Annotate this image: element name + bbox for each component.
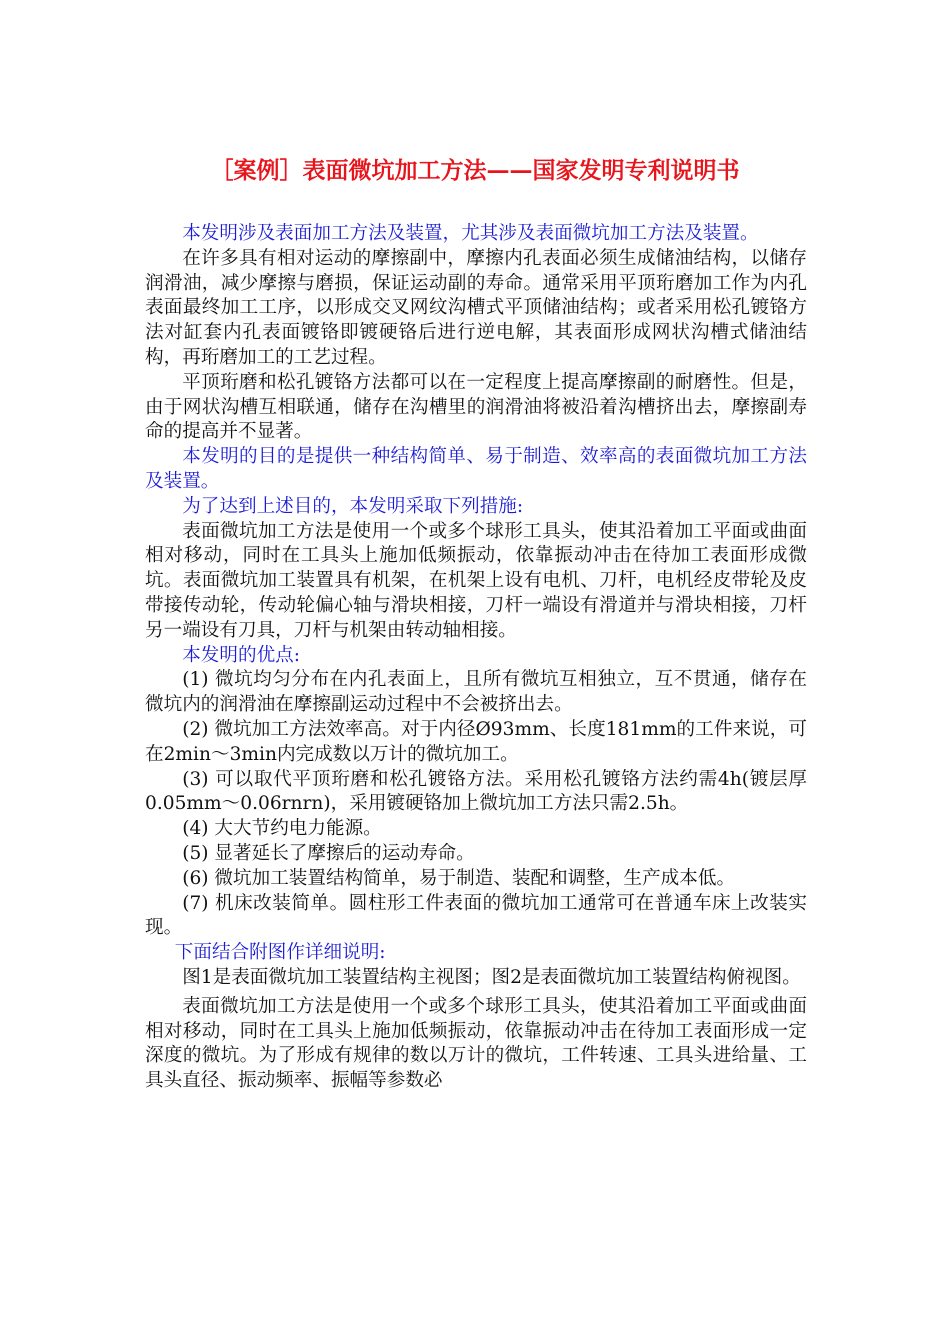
advantage-item-4: (4) 大大节约电力能源。 (182, 818, 382, 840)
advantage-item-3: (3) 可以取代平顶珩磨和松孔镀铬方法。采用松孔镀铬方法约需4h(镀层厚0.05mm～0.06rnrn)，采用镀硬铬加上微坑加工方法只需2.5h。 (145, 768, 807, 815)
document-body (145, 222, 807, 1094)
paragraph-method-detail: 表面微坑加工方法是使用一个或多个球形工具头，使其沿着加工平面或曲面相对移动，同时在工具头上施加低频振动，依靠振动冲击在待加工表面形成一定深度的微坑。为了形成有规律的数以万计的微坑，工件转速、工具头进给量、工具头直径、振动频率、振幅等参数必 (145, 995, 807, 1092)
paragraph-problem: 平顶珩磨和松孔镀铬方法都可以在一定程度上提高摩擦副的耐磨性。但是，由于网状沟槽互相联通，储存在沟槽里的润滑油将被沿着沟槽挤出去，摩擦副寿命的提高并不显著。 (145, 371, 807, 443)
advantage-item-5: (5) 显著延长了摩擦后的运动寿命。 (182, 842, 475, 864)
paragraph-intro: 本发明涉及表面加工方法及装置，尤其涉及表面微坑加工方法及装置。 (182, 223, 759, 244)
advantage-item-2: (2) 微坑加工方法效率高。对于内径Ø93mm、长度181mm的工件来说，可在2min～3min内完成数以万计的微坑加工。 (145, 718, 807, 765)
advantage-item-1: (1) 微坑均匀分布在内孔表面上，且所有微坑互相独立，互不贯通，储存在微坑内的润滑油在摩擦副运动过程中不会被挤出去。 (145, 669, 807, 716)
advantage-item-6: (6) 微坑加工装置结构简单，易于制造、装配和调整，生产成本低。 (182, 867, 736, 889)
paragraph-figures: 图1是表面微坑加工装置结构主视图；图2是表面微坑加工装置结构俯视图。 (182, 966, 801, 988)
paragraph-purpose: 本发明的目的是提供一种结构简单、易于制造、效率高的表面微坑加工方法及装置。 (145, 446, 807, 492)
document-title: ［案例］表面微坑加工方法——国家发明专利说明书 (210, 157, 740, 184)
advantage-item-7: (7) 机床改装简单。圆柱形工件表面的微坑加工通常可在普通车床上改装实现。 (145, 892, 807, 939)
paragraph-background: 在许多具有相对运动的摩擦副中，摩擦内孔表面必须生成储油结构，以储存润滑油，减少摩擦与磨损，保证运动副的寿命。通常采用平顶珩磨加工作为内孔表面最终加工工序，以形成交叉网纹沟槽式平顶储油结构；或者采用松孔镀铬方法对缸套内孔表面镀铬即镀硬铬后进行逆电解，其表面形成网状沟槽式储油结构，再珩磨加工的工艺过程。 (145, 247, 807, 368)
paragraph-method: 表面微坑加工方法是使用一个或多个球形工具头，使其沿着加工平面或曲面相对移动，同时在工具头上施加低频振动，依靠振动冲击在待加工表面形成微坑。表面微坑加工装置具有机架，在机架上设有电机、刀杆，电机经皮带轮及皮带接传动轮，传动轮偏心轴与滑块相接，刀杆一端设有滑道并与滑块相接，刀杆另一端设有刀具，刀杆与机架由转动轴相接。 (145, 520, 807, 641)
paragraph-advantages-heading: 本发明的优点: (182, 644, 301, 666)
paragraph-figures-heading: 下面结合附图作详细说明: (174, 942, 386, 964)
paragraph-measures-heading: 为了达到上述目的，本发明采取下列措施: (182, 495, 524, 517)
